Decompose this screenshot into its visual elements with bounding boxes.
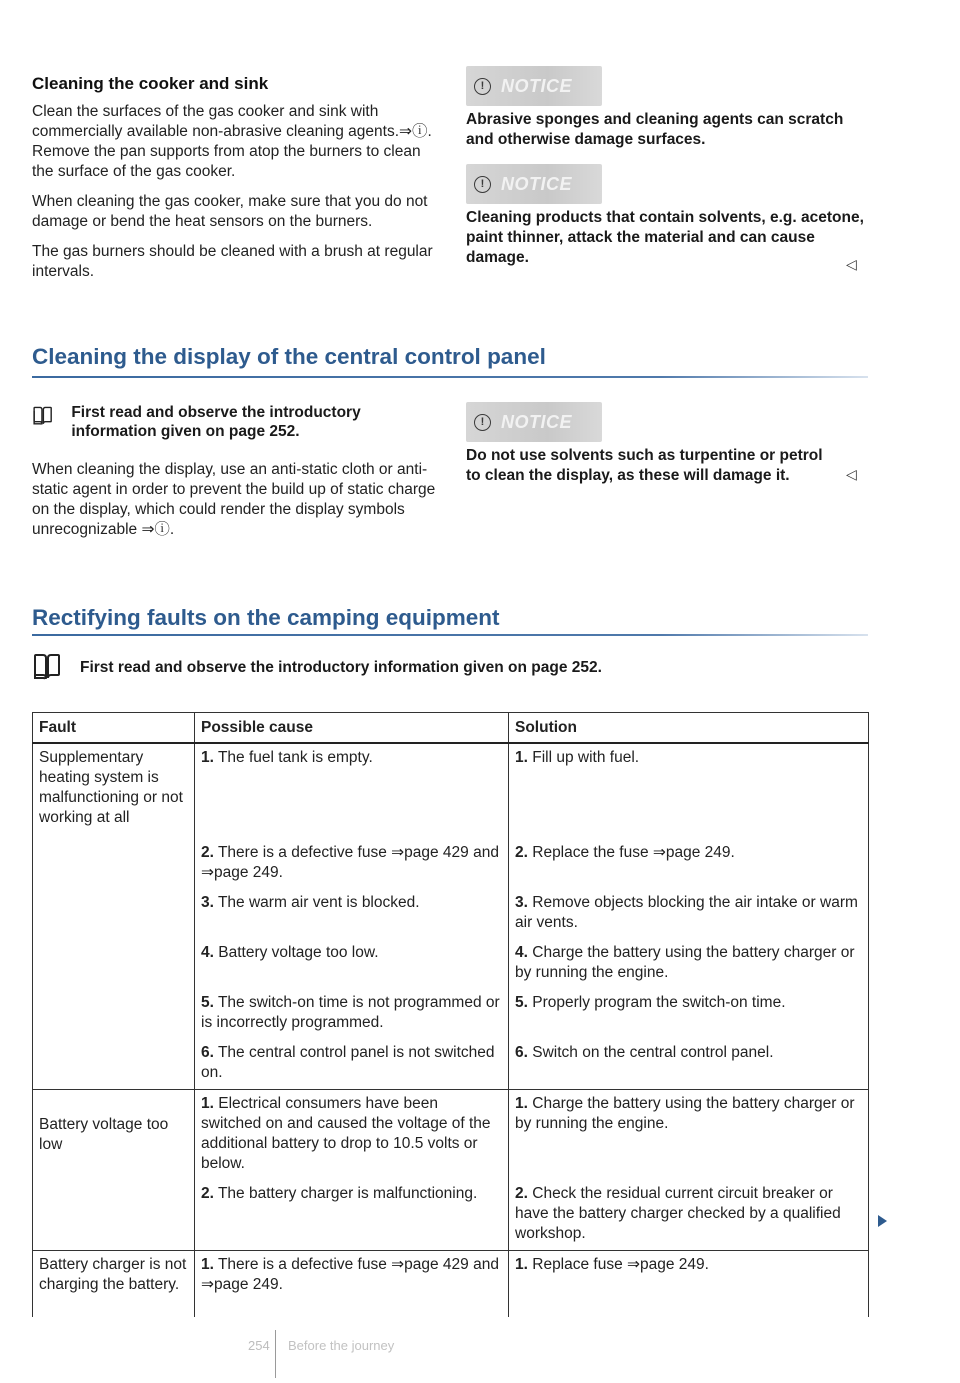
cause-cell: 3. The warm air vent is blocked. — [195, 889, 509, 939]
solution-cell: 1. Fill up with fuel. — [509, 743, 869, 839]
end-marker: ◁ — [846, 256, 857, 272]
solution-cell: 5. Properly program the switch-on time. — [509, 989, 869, 1039]
notice-label: NOTICE — [501, 173, 573, 194]
page-number: 254 — [248, 1338, 270, 1353]
display-body: When cleaning the display, use an anti-static cloth or anti-static agent in order to prevent the build up of static charge on the display, which could render the display symbols unrecognizable ⇒ⓘ. — [32, 461, 436, 538]
section-rule — [32, 376, 868, 378]
cooker-heading: Cleaning the cooker and sink — [32, 74, 269, 93]
cause-cell: 4. Battery voltage too low. — [195, 939, 509, 989]
cause-cell: 1. Electrical consumers have been switched on and caused the voltage of the additional battery to drop to 10.5 volts or below. — [195, 1090, 509, 1181]
notice-label: NOTICE — [501, 411, 573, 432]
chapter-title: Before the journey — [288, 1338, 395, 1353]
fault-cell: Battery voltage too low — [33, 1090, 195, 1251]
notice-icon: ! — [474, 176, 491, 193]
cause-cell: 1. The fuel tank is empty. — [195, 743, 509, 839]
notice-icon: ! — [474, 78, 491, 95]
notice-text-2: Cleaning products that contain solvents, e.g. acetone, paint thinner, attack the material and can cause damage. — [466, 209, 864, 266]
table-header-row — [33, 713, 869, 744]
faults-intro-text: First read and observe the introductory information given on page 252. — [80, 658, 602, 676]
book-icon — [32, 403, 53, 429]
display-section-heading: Cleaning the display of the central control panel — [32, 344, 546, 369]
notice-text-3: Do not use solvents such as turpentine or petrol to clean the display, as these will damage it. — [466, 447, 823, 484]
faults-section-heading: Rectifying faults on the camping equipment — [32, 605, 500, 630]
solution-cell: 4. Charge the battery using the battery charger or by running the engine. — [509, 939, 869, 989]
cause-cell: 1. There is a defective fuse ⇒page 429 and ⇒page 249. — [195, 1251, 509, 1317]
notice-text-1: Abrasive sponges and cleaning agents can scratch and otherwise damage surfaces. — [466, 111, 844, 148]
solution-cell: 2. Check the residual current circuit breaker or have the battery charger checked by a qualified workshop. — [509, 1180, 869, 1251]
cooker-paragraph-2: When cleaning the gas cooker, make sure that you do not damage or bend the heat sensors on the burners. — [32, 193, 428, 230]
notice-badge-3 — [466, 402, 602, 442]
notice-badge-2 — [466, 164, 602, 204]
display-intro-text: First read and observe the introductory information given on page 252. — [71, 404, 361, 440]
solution-cell: 1. Replace fuse ⇒page 249. — [509, 1251, 869, 1317]
fault-cell: Supplementary heating system is malfunctioning or not working at all — [33, 743, 195, 1090]
notice-badge-1 — [466, 66, 602, 106]
table-row — [33, 1251, 869, 1317]
cooker-paragraph-3: The gas burners should be cleaned with a brush at regular intervals. — [32, 243, 433, 280]
book-icon — [32, 654, 62, 680]
cause-cell: 2. The battery charger is malfunctioning. — [195, 1180, 509, 1251]
table-row — [33, 743, 869, 839]
table-row — [33, 1090, 869, 1181]
header-fault: Fault — [33, 713, 195, 744]
notice-icon: ! — [474, 414, 491, 431]
faults-table — [32, 712, 868, 1317]
cause-cell: 2. There is a defective fuse ⇒page 429 and ⇒page 249. — [195, 839, 509, 889]
header-solution: Solution — [509, 713, 869, 744]
fault-cell: Battery charger is not charging the battery. — [33, 1251, 195, 1317]
solution-cell: 3. Remove objects blocking the air intake or warm air vents. — [509, 889, 869, 939]
footer-divider — [275, 1330, 276, 1378]
cooker-paragraph-1: Clean the surfaces of the gas cooker and sink with commercially available non-abrasive cleaning agents.⇒ⓘ. Remove the pan supports from atop the burners to clean the surface of the gas cooker. — [32, 103, 432, 180]
solution-cell: 6. Switch on the central control panel. — [509, 1039, 869, 1090]
cooker-section — [32, 74, 442, 282]
cause-cell: 5. The switch-on time is not programmed or is incorrectly programmed. — [195, 989, 509, 1039]
cause-cell: 6. The central control panel is not switched on. — [195, 1039, 509, 1090]
end-marker: ◁ — [846, 466, 857, 482]
section-rule — [32, 634, 868, 636]
notice-label: NOTICE — [501, 75, 573, 96]
solution-cell: 2. Replace the fuse ⇒page 249. — [509, 839, 869, 889]
solution-cell: 1. Charge the battery using the battery charger or by running the engine. — [509, 1090, 869, 1181]
continue-arrow-icon — [878, 1215, 887, 1227]
display-intro — [32, 403, 442, 441]
faults-intro — [32, 654, 868, 680]
header-cause: Possible cause — [195, 713, 509, 744]
